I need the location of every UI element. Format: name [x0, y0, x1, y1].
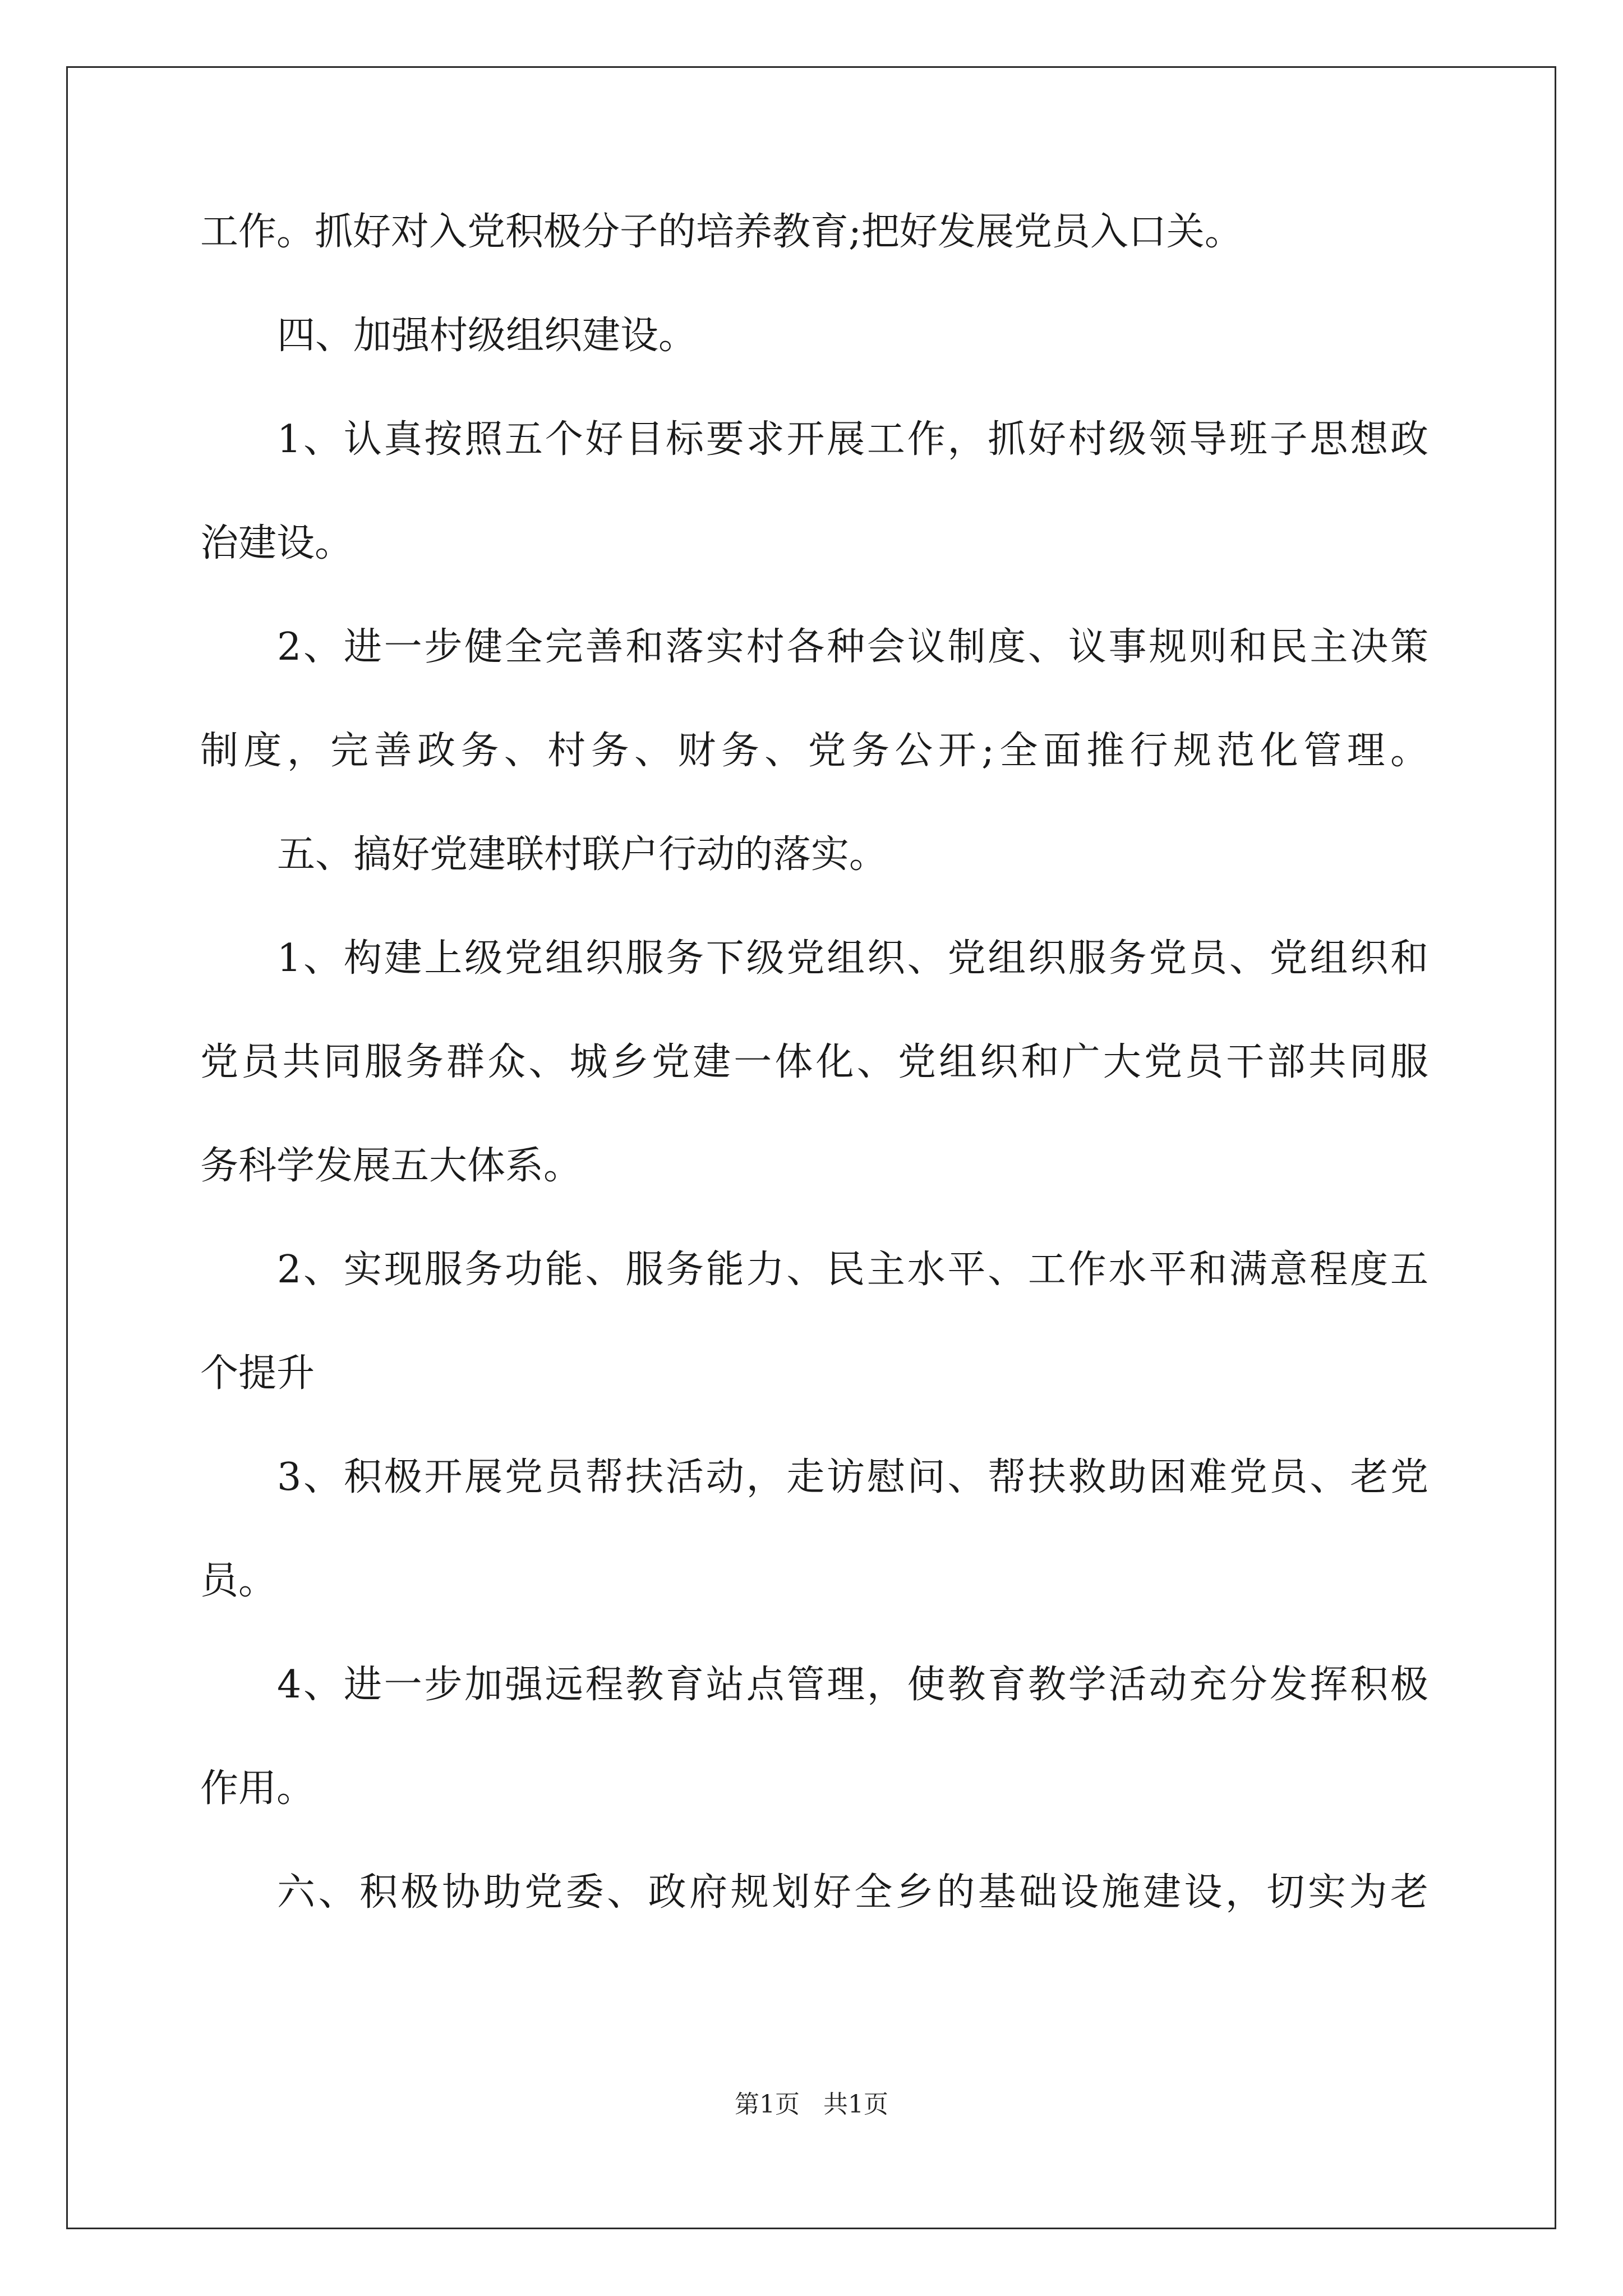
text-line-8: 1、构建上级党组织服务下级党组织、党组织服务党员、党组织和: [277, 936, 1428, 981]
text-line-9: 党员共同服务群众、城乡党建一体化、党组织和广大党员干部共同服: [200, 1040, 1428, 1084]
text-line-14: 员。: [200, 1559, 277, 1603]
page-number-footer: 第1页 共1页: [735, 2090, 888, 2119]
text-line-1: 工作。抓好对入党积极分子的培养教育;把好发展党员入口关。: [200, 210, 1243, 254]
text-line-6: 制度，完善政务、村务、财务、党务公开;全面推行规范化管理。: [200, 729, 1428, 773]
text-line-10: 务科学发展五大体系。: [200, 1144, 582, 1188]
text-line-5: 2、进一步健全完善和落实村各种会议制度、议事规则和民主决策: [277, 625, 1428, 669]
heading-section-6: 六、积极协助党委、政府规划好全乡的基础设施建设，切实为老: [277, 1870, 1428, 1915]
text-line-11: 2、实现服务功能、服务能力、民主水平、工作水平和满意程度五: [277, 1248, 1428, 1292]
text-line-4: 治建设。: [200, 521, 353, 565]
text-line-3: 1、认真按照五个好目标要求开展工作，抓好村级领导班子思想政: [277, 417, 1428, 462]
text-line-16: 作用。: [200, 1766, 315, 1811]
heading-section-4: 四、加强村级组织建设。: [277, 314, 697, 358]
text-line-12: 个提升: [200, 1351, 315, 1396]
text-line-15: 4、进一步加强远程教育站点管理，使教育教学活动充分发挥积极: [277, 1663, 1428, 1707]
text-line-13: 3、积极开展党员帮扶活动，走访慰问、帮扶救助困难党员、老党: [277, 1455, 1428, 1499]
heading-section-5: 五、搞好党建联村联户行动的落实。: [277, 832, 888, 877]
